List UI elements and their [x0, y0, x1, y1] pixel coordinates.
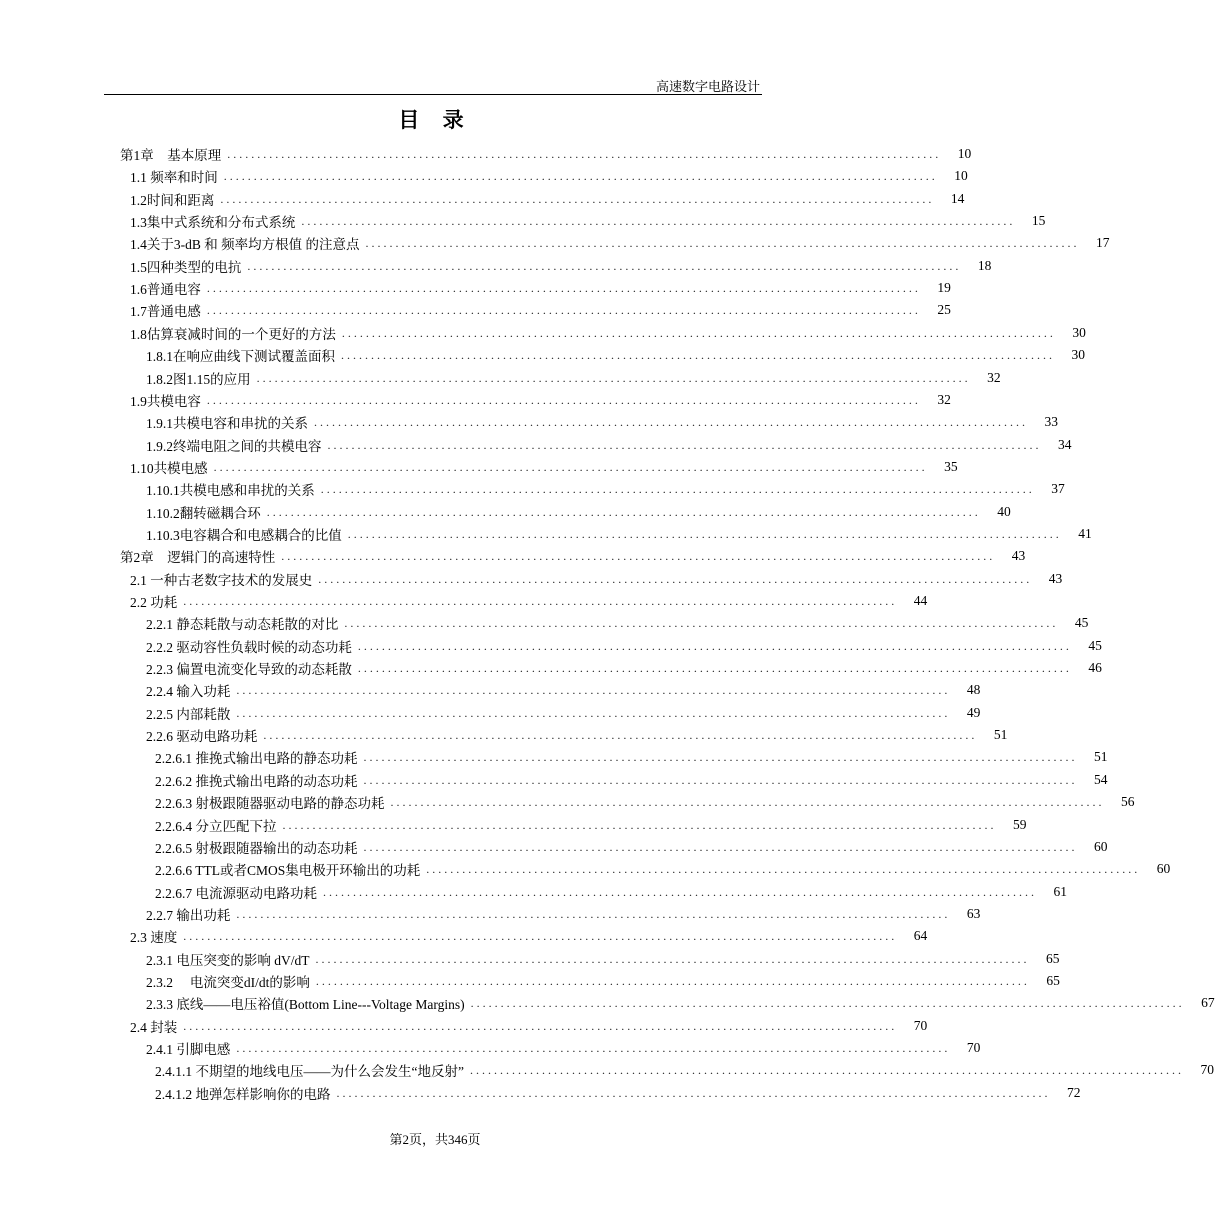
toc-entry[interactable]: [146, 904, 981, 924]
toc-leader-dots: .......................................................................................................................: [266, 504, 981, 519]
toc-leader-dots: .......................................................................................................................: [347, 526, 1062, 541]
toc-entry[interactable]: [130, 211, 1046, 231]
toc-leader-dots: .......................................................................................................................: [282, 817, 997, 832]
toc-entry-page: 18: [977, 257, 992, 273]
toc-leader-dots: .......................................................................................................................: [236, 683, 951, 698]
toc-entry-label: 2.1 一种古老数字技术的发展史: [130, 572, 313, 588]
toc-entry[interactable]: [155, 770, 1108, 790]
toc-entry-page: 61: [1053, 883, 1067, 899]
toc-entry-page: 72: [1067, 1084, 1081, 1100]
toc-entry[interactable]: [146, 971, 1060, 991]
toc-entry[interactable]: [130, 390, 951, 410]
toc-entry-label: 2.4 封装: [130, 1019, 178, 1035]
toc-entry-page: 56: [1121, 794, 1135, 810]
toc-entry[interactable]: [130, 256, 992, 276]
toc-leader-dots: .......................................................................................................................: [315, 951, 1030, 966]
toc-entry-label: 1.5四种类型的电抗: [130, 259, 242, 275]
toc-entry-page: 10: [954, 168, 968, 184]
toc-entry[interactable]: [130, 233, 1110, 253]
toc-entry-page: 44: [913, 593, 928, 608]
toc-leader-dots: .......................................................................................................................: [318, 571, 1033, 586]
toc-leader-dots: .......................................................................................................................: [301, 214, 1016, 229]
toc-entry[interactable]: [130, 457, 958, 477]
toc-entry[interactable]: [120, 546, 1026, 566]
toc-entry-page: 48: [966, 682, 981, 698]
toc-entry[interactable]: [130, 323, 1086, 343]
toc-entry[interactable]: [146, 368, 1001, 388]
toc-entry-label: 第1章 基本原理: [120, 148, 222, 163]
toc-entry-label: 1.10共模电感: [130, 460, 208, 476]
toc-entry[interactable]: [155, 837, 1108, 857]
toc-leader-dots: .......................................................................................................................: [323, 884, 1037, 899]
toc-entry[interactable]: [146, 345, 1085, 365]
toc-entry-label: 2.4.1.1 不期望的地线电压——为什么会发生“地反射”: [155, 1064, 464, 1080]
toc-entry-page: 64: [913, 928, 928, 944]
toc-entry-label: 2.2.7 输出功耗: [146, 907, 231, 923]
toc-leader-dots: .......................................................................................................................: [236, 705, 951, 720]
toc-entry[interactable]: [155, 882, 1067, 902]
toc-entry[interactable]: [155, 815, 1027, 835]
toc-leader-dots: .......................................................................................................................: [223, 169, 938, 184]
toc-entry-label: 第2章 逻辑门的高速特性: [120, 550, 276, 566]
toc-entry-page: 19: [937, 280, 951, 296]
toc-entry-page: 41: [1078, 525, 1092, 541]
toc-entry-label: 2.2.6.4 分立匹配下拉: [155, 818, 277, 834]
toc-entry[interactable]: [146, 524, 1092, 544]
toc-entry[interactable]: [130, 300, 951, 320]
toc-leader-dots: .......................................................................................................................: [363, 772, 1078, 787]
toc-entry-label: 2.2.6.3 射极跟随器驱动电路的静态功耗: [155, 796, 385, 812]
toc-entry[interactable]: [146, 479, 1065, 499]
toc-leader-dots: .......................................................................................................................: [183, 929, 898, 944]
toc-leader-dots: .......................................................................................................................: [469, 1063, 1184, 1078]
toc-entry-page: 30: [1071, 347, 1085, 363]
running-header: 高速数字电路设计: [655, 80, 760, 95]
toc-entry-page: 40: [997, 503, 1011, 519]
toc-entry[interactable]: [146, 613, 1089, 633]
toc-entry-page: 65: [1046, 972, 1060, 988]
toc-entry-page: 65: [1046, 950, 1060, 966]
toc-entry[interactable]: [130, 591, 928, 611]
toc-entry-label: 1.6普通电容: [130, 282, 201, 298]
toc-entry[interactable]: [130, 189, 965, 209]
toc-leader-dots: .......................................................................................................................: [470, 996, 1185, 1011]
toc-entry-label: 1.10.1共模电感和串扰的关系: [146, 483, 315, 499]
toc-leader-dots: .......................................................................................................................: [206, 392, 921, 407]
toc-entry-page: 10: [957, 146, 972, 161]
toc-entry[interactable]: [130, 569, 1063, 589]
toc-entry-label: 2.2.6 驱动电路功耗: [146, 729, 258, 745]
toc-entry-page: 67: [1201, 995, 1215, 1011]
toc-entry-page: 43: [1048, 570, 1063, 586]
toc-entry[interactable]: [130, 926, 928, 946]
toc-leader-dots: .......................................................................................................................: [320, 482, 1035, 497]
toc-entry-label: 1.9共模电容: [130, 393, 201, 409]
toc-entry[interactable]: [155, 747, 1108, 767]
toc-entry-label: 2.2.6.1 推挽式输出电路的静态功耗: [155, 751, 358, 767]
toc-entry-page: 32: [987, 369, 1001, 385]
toc-entry-page: 33: [1044, 414, 1058, 430]
toc-entry-label: 1.8估算衰减时间的一个更好的方法: [130, 326, 336, 342]
toc-leader-dots: .......................................................................................................................: [227, 147, 942, 161]
toc-entry-page: 14: [950, 190, 965, 206]
toc-entry-page: 70: [966, 1040, 981, 1055]
toc-entry-label: 2.2.1 静态耗散与动态耗散的对比: [146, 617, 339, 633]
toc-entry-page: 34: [1058, 436, 1072, 452]
toc-entry-page: 45: [1088, 637, 1102, 653]
toc-entry[interactable]: [146, 993, 1215, 1013]
toc-entry[interactable]: [146, 636, 1102, 656]
toc-entry-page: 51: [1094, 749, 1108, 765]
toc-entry-label: 2.2.6.6 TTL或者CMOS集电极开环输出的功耗: [155, 863, 421, 879]
toc-leader-dots: .......................................................................................................................: [256, 370, 971, 385]
toc-entry-label: 1.8.2图1.15的应用: [146, 371, 251, 387]
toc-entry-page: 15: [1031, 213, 1046, 229]
toc-entry[interactable]: [155, 792, 1135, 812]
toc-leader-dots: .......................................................................................................................: [206, 281, 921, 296]
toc-entry[interactable]: [130, 278, 951, 298]
toc-entry-label: 2.2.3 偏置电流变化导致的动态耗散: [146, 662, 352, 678]
toc-entry-page: 37: [1051, 481, 1065, 497]
toc-leader-dots: .......................................................................................................................: [341, 325, 1056, 340]
toc-entry-label: 2.3 速度: [130, 930, 178, 946]
toc-entry-label: 2.2 功耗: [130, 595, 178, 610]
toc-entry[interactable]: [155, 859, 1171, 879]
toc-entry[interactable]: [130, 1016, 928, 1036]
toc-entry-page: 54: [1094, 771, 1108, 787]
toc-entry[interactable]: [146, 435, 1072, 455]
toc-leader-dots: .......................................................................................................................: [341, 348, 1055, 363]
toc-entry[interactable]: [146, 502, 1011, 522]
toc-entry-page: 35: [944, 458, 958, 474]
toc-entry[interactable]: [146, 412, 1058, 432]
toc-entry-page: 51: [993, 727, 1008, 743]
page-footer: 第2页，共346页: [389, 1132, 481, 1147]
toc-entry[interactable]: [146, 658, 1102, 678]
toc-leader-dots: .......................................................................................................................: [281, 549, 996, 564]
toc-entry-label: 2.3.1 电压突变的影响 dV/dT: [146, 952, 310, 968]
toc-leader-dots: .......................................................................................................................: [314, 415, 1028, 430]
toc-entry-page: 17: [1096, 235, 1110, 251]
toc-entry-label: 2.2.6.7 电流源驱动电路功耗: [155, 885, 317, 901]
toc-leader-dots: .......................................................................................................................: [390, 795, 1105, 810]
toc-entry-page: 60: [1094, 838, 1108, 854]
toc-leader-dots: .......................................................................................................................: [363, 750, 1078, 765]
toc-entry-label: 1.3集中式系统和分布式系统: [130, 215, 296, 231]
toc-entry-label: 2.2.4 输入功耗: [146, 684, 231, 700]
toc-entry-page: 30: [1072, 324, 1086, 340]
toc-leader-dots: .......................................................................................................................: [344, 616, 1059, 631]
toc-entry-label: 2.2.2 驱动容性负载时候的动态功耗: [146, 639, 352, 655]
toc-leader-dots: .......................................................................................................................: [426, 862, 1141, 877]
toc-entry-label: 2.4.1.2 地弹怎样影响你的电路: [155, 1086, 331, 1102]
toc-entry-label: 2.4.1 引脚电感: [146, 1042, 231, 1057]
toc-entry[interactable]: [155, 1060, 1214, 1080]
toc-entry-page: 46: [1088, 660, 1102, 676]
toc-leader-dots: .......................................................................................................................: [357, 638, 1072, 653]
toc-leader-dots: .......................................................................................................................: [236, 1041, 951, 1055]
toc-entry-label: 1.1 频率和时间: [130, 170, 218, 186]
toc-leader-dots: .......................................................................................................................: [183, 594, 898, 608]
toc-leader-dots: .......................................................................................................................: [363, 839, 1078, 854]
toc-leader-dots: .......................................................................................................................: [327, 437, 1042, 452]
toc-entry-page: 25: [937, 302, 951, 318]
toc-entry[interactable]: [146, 703, 981, 723]
toc-entry-label: 1.10.2翻转磁耦合环: [146, 505, 261, 521]
toc-leader-dots: .......................................................................................................................: [357, 661, 1072, 676]
toc-entry-label: 2.3.2 电流突变dI/dt的影响: [146, 974, 310, 990]
toc-entry[interactable]: [155, 1083, 1081, 1103]
toc-entry-page: 43: [1011, 548, 1026, 564]
toc-leader-dots: .......................................................................................................................: [183, 1018, 898, 1033]
toc-entry-label: 2.2.6.5 射极跟随器输出的动态功耗: [155, 840, 358, 856]
toc-entry-label: 1.4关于3-dB 和 频率均方根值 的注意点: [130, 237, 360, 253]
toc-entry-page: 32: [937, 391, 951, 407]
toc-entry-label: 1.10.3电容耦合和电感耦合的比值: [146, 527, 342, 543]
toc-entry-page: 49: [966, 704, 981, 720]
toc-entry-page: 70: [913, 1017, 928, 1033]
header-rule: [104, 94, 762, 95]
toc-entry[interactable]: [146, 1038, 981, 1058]
toc-entry-page: 59: [1013, 816, 1027, 832]
toc-title: 目 录: [398, 108, 472, 132]
toc-entry-label: 1.2时间和距离: [130, 192, 215, 208]
toc-leader-dots: .......................................................................................................................: [206, 303, 921, 318]
toc-entry-label: 2.2.6.2 推挽式输出电路的动态功耗: [155, 773, 358, 789]
toc-leader-dots: .......................................................................................................................: [213, 459, 928, 474]
toc-entry-page: 60: [1156, 861, 1171, 877]
toc-leader-dots: .......................................................................................................................: [263, 728, 978, 743]
toc-leader-dots: .......................................................................................................................: [247, 258, 962, 273]
toc-entry-label: 1.8.1在响应曲线下测试覆盖面积: [146, 349, 335, 365]
toc-entry-page: 63: [966, 905, 981, 921]
toc-leader-dots: .......................................................................................................................: [220, 191, 935, 206]
toc-entry[interactable]: [146, 725, 1008, 745]
toc-entry-page: 70: [1200, 1062, 1214, 1078]
toc-entry[interactable]: [130, 166, 968, 186]
toc-leader-dots: .......................................................................................................................: [236, 906, 951, 921]
toc-leader-dots: .......................................................................................................................: [315, 973, 1030, 988]
toc-entry[interactable]: [120, 144, 972, 164]
toc-leader-dots: .......................................................................................................................: [365, 236, 1080, 251]
toc-entry-label: 1.7普通电感: [130, 304, 201, 320]
toc-leader-dots: .......................................................................................................................: [336, 1085, 1051, 1100]
toc-entry-label: 2.3.3 底线——电压裕值(Bottom Line---Voltage Margins): [146, 997, 465, 1013]
toc-entry-label: 1.9.2终端电阻之间的共模电容: [146, 438, 322, 454]
toc-entry-label: 2.2.5 内部耗散: [146, 706, 231, 722]
toc-entry-label: 1.9.1共模电容和串扰的关系: [146, 416, 308, 432]
toc-entry[interactable]: [146, 949, 1060, 969]
toc-entry[interactable]: [146, 680, 981, 700]
toc-entry-page: 45: [1074, 615, 1089, 631]
